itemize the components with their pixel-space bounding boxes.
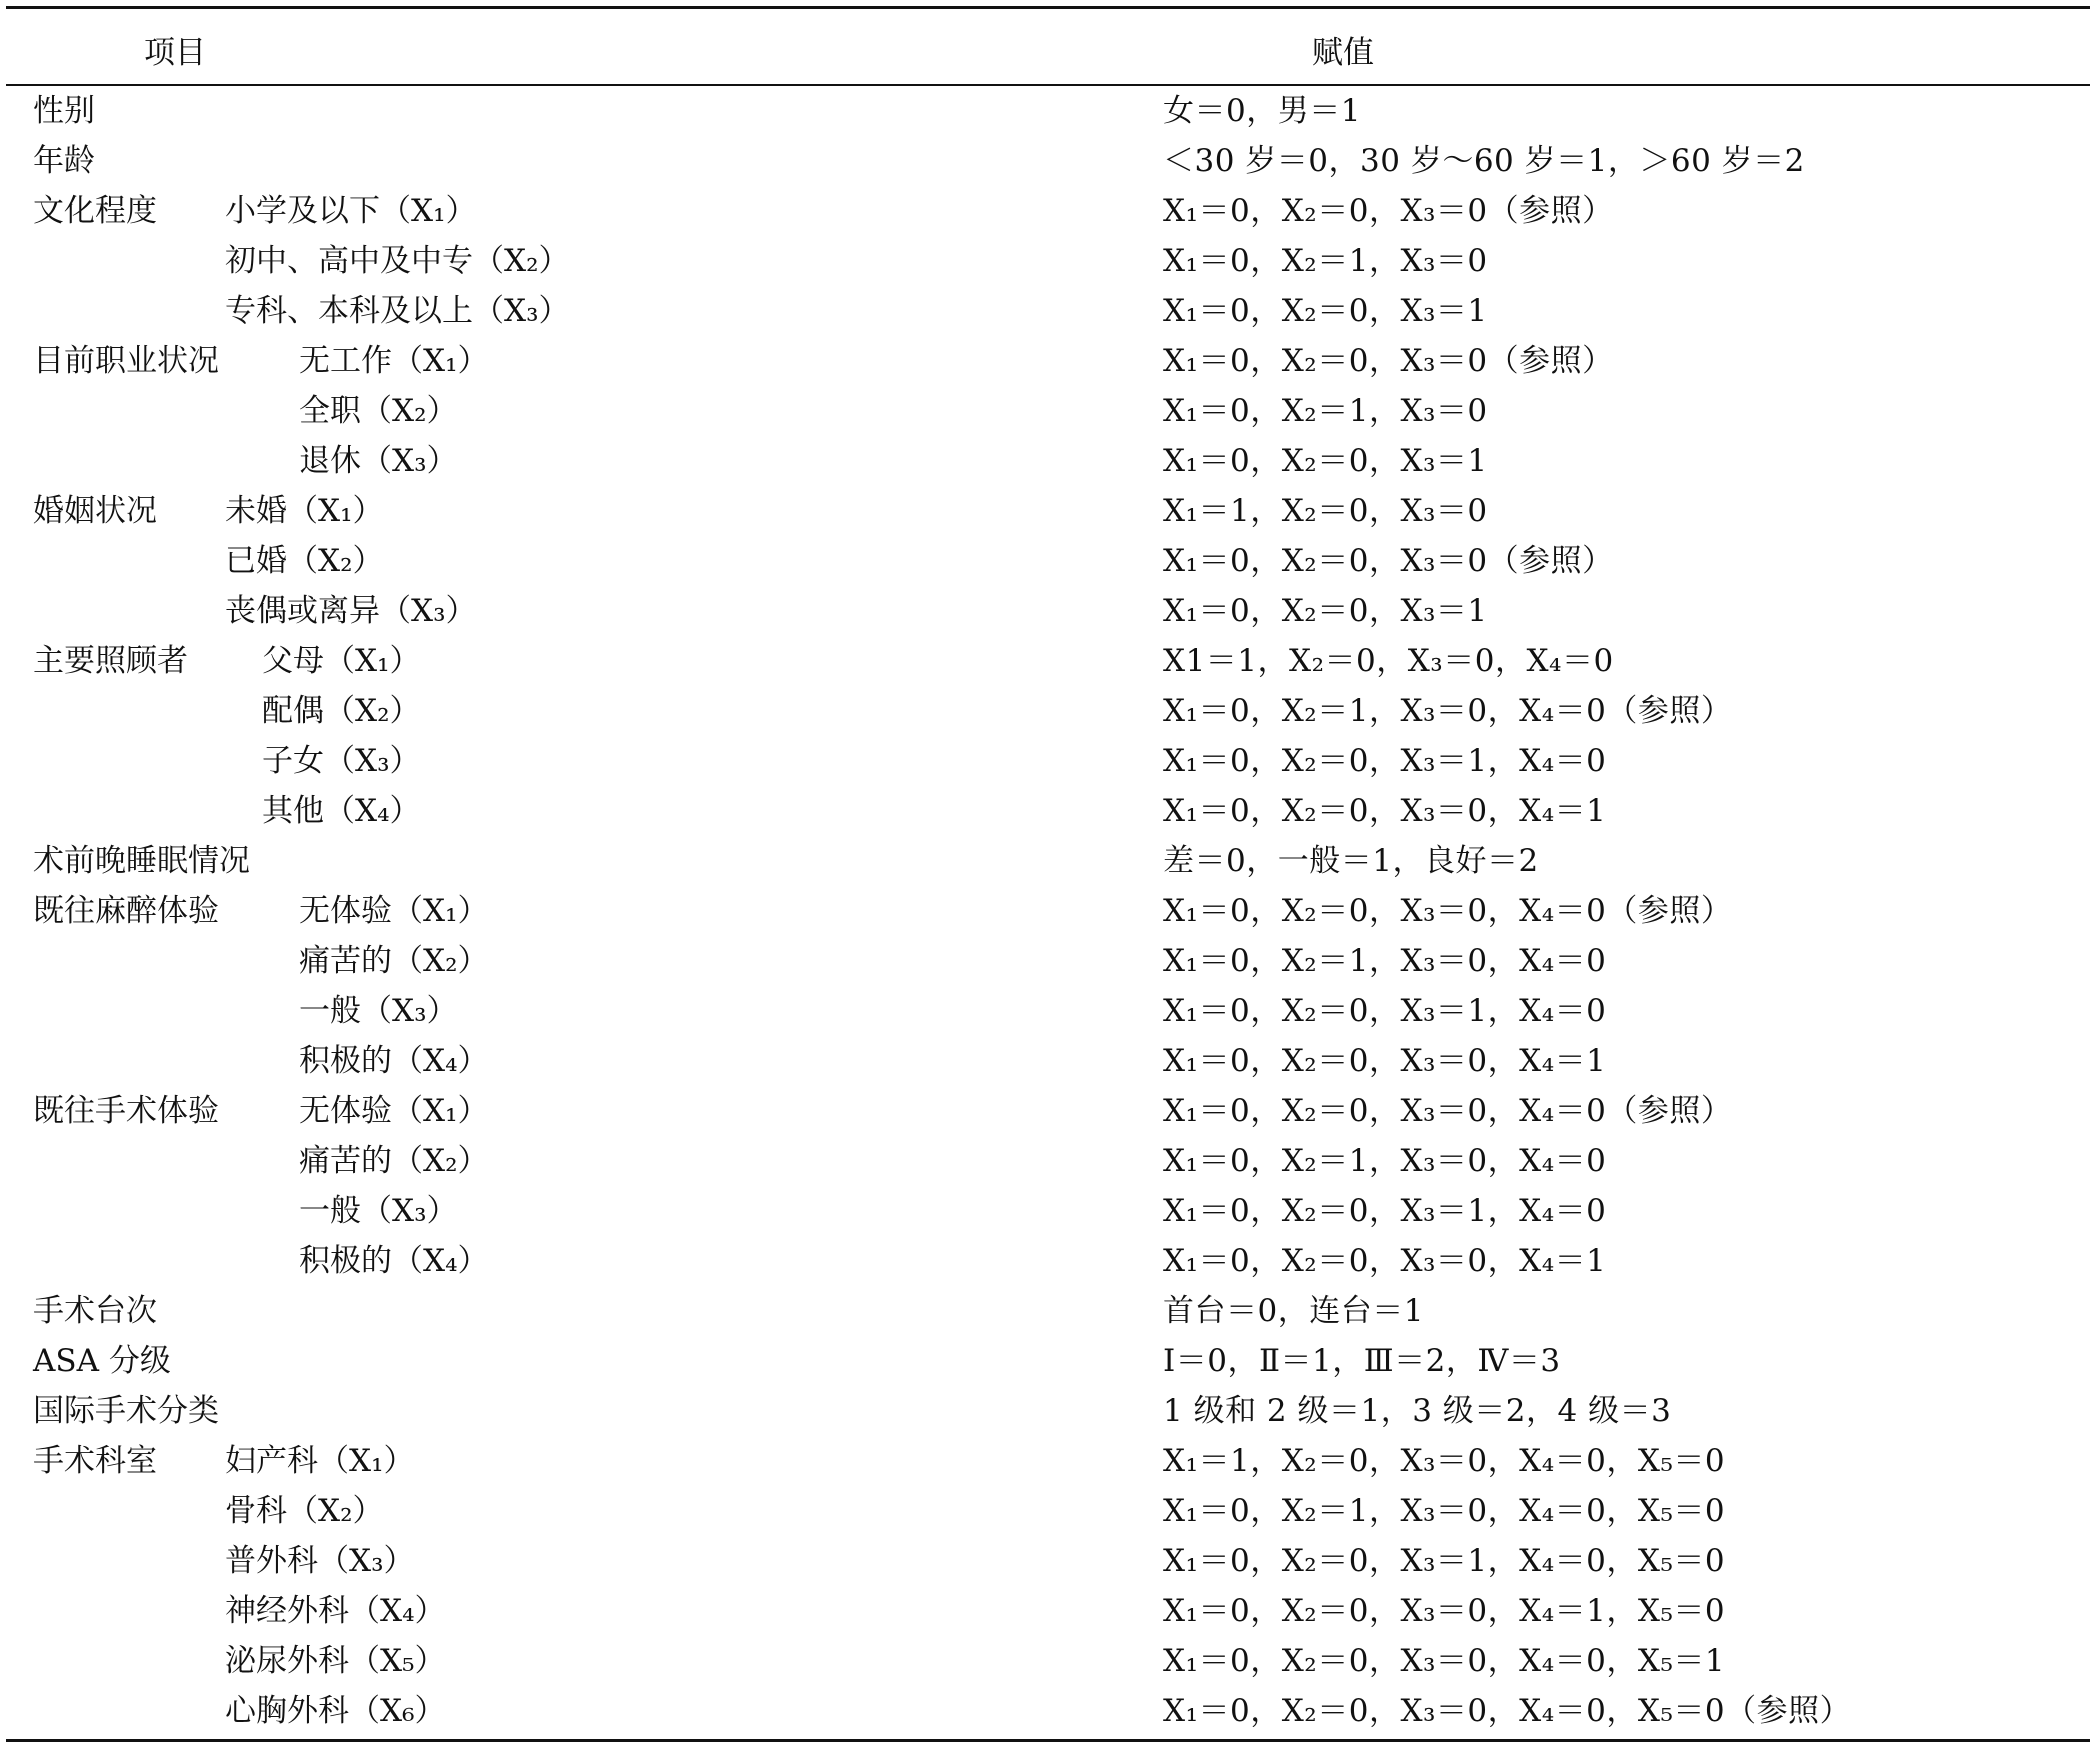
table-row <box>6 586 2090 636</box>
row-value: X₁＝0，X₂＝1，X₃＝0，X₄＝0（参照） <box>1163 693 1733 729</box>
table-body <box>6 86 2090 1739</box>
row-value: X₁＝0，X₂＝0，X₃＝0，X₄＝1 <box>1163 1043 1607 1079</box>
row-value: X₁＝0，X₂＝0，X₃＝0，X₄＝1 <box>1163 793 1607 829</box>
row-sub-label: 痛苦的（X₂） <box>299 1143 489 1179</box>
row-label: 主要照顾者 <box>33 643 188 679</box>
row-sub-label: 全职（X₂） <box>299 393 458 429</box>
table-row <box>6 836 2090 886</box>
table-row <box>6 736 2090 786</box>
table-row <box>6 1586 2090 1636</box>
row-sub-label: 一般（X₃） <box>299 993 458 1029</box>
row-label: 婚姻状况 <box>33 493 157 529</box>
row-value: 1 级和 2 级＝1，3 级＝2，4 级＝3 <box>1163 1393 1672 1429</box>
row-label: 既往手术体验 <box>33 1093 219 1129</box>
row-sub-label: 小学及以下（X₁） <box>225 193 477 229</box>
row-label: 手术科室 <box>33 1443 157 1479</box>
table-bottom-rule <box>6 1739 2090 1742</box>
row-sub-label: 父母（X₁） <box>262 643 421 679</box>
row-value: X₁＝0，X₂＝0，X₃＝1 <box>1163 443 1488 479</box>
row-sub-label: 积极的（X₄） <box>299 1243 489 1279</box>
row-sub-label: 无工作（X₁） <box>299 343 489 379</box>
row-label: 性别 <box>33 93 95 129</box>
row-value: X₁＝0，X₂＝0，X₃＝1 <box>1163 593 1488 629</box>
row-sub-label: 其他（X₄） <box>262 793 421 829</box>
header-value: 赋值 <box>1312 35 1374 71</box>
table-row <box>6 286 2090 336</box>
row-value: X₁＝1，X₂＝0，X₃＝0 <box>1163 493 1488 529</box>
row-label: 国际手术分类 <box>33 1393 219 1429</box>
row-value: X1＝1，X₂＝0，X₃＝0，X₄＝0 <box>1163 643 1614 679</box>
row-sub-label: 痛苦的（X₂） <box>299 943 489 979</box>
row-value: X₁＝0，X₂＝0，X₃＝1 <box>1163 293 1488 329</box>
table-row <box>6 1036 2090 1086</box>
table-row <box>6 1086 2090 1136</box>
row-value: X₁＝0，X₂＝0，X₃＝0（参照） <box>1163 193 1614 229</box>
table-header <box>6 9 2090 84</box>
row-value: X₁＝0，X₂＝0，X₃＝1，X₄＝0，X₅＝0 <box>1163 1543 1726 1579</box>
row-label: 年龄 <box>33 143 95 179</box>
table-row <box>6 1236 2090 1286</box>
row-sub-label: 普外科（X₃） <box>225 1543 415 1579</box>
row-label: 文化程度 <box>33 193 157 229</box>
row-value: ＜30 岁＝0，30 岁～60 岁＝1，＞60 岁＝2 <box>1163 143 1805 179</box>
row-sub-label: 退休（X₃） <box>299 443 458 479</box>
row-value: X₁＝0，X₂＝1，X₃＝0 <box>1163 393 1488 429</box>
row-sub-label: 未婚（X₁） <box>225 493 384 529</box>
row-value: Ⅰ＝0，Ⅱ＝1，Ⅲ＝2，Ⅳ＝3 <box>1163 1343 1561 1379</box>
row-value: X₁＝0，X₂＝0，X₃＝1，X₄＝0 <box>1163 743 1607 779</box>
row-label: 目前职业状况 <box>33 343 219 379</box>
table-row <box>6 636 2090 686</box>
table-row <box>6 186 2090 236</box>
table-row <box>6 1636 2090 1686</box>
table-row <box>6 1486 2090 1536</box>
row-sub-label: 无体验（X₁） <box>299 893 489 929</box>
row-sub-label: 配偶（X₂） <box>262 693 421 729</box>
table-row <box>6 886 2090 936</box>
row-value: X₁＝0，X₂＝0，X₃＝0，X₄＝0（参照） <box>1163 1093 1733 1129</box>
row-value: X₁＝0，X₂＝1，X₃＝0，X₄＝0，X₅＝0 <box>1163 1493 1726 1529</box>
table-row <box>6 1686 2090 1736</box>
table-row <box>6 1186 2090 1236</box>
row-sub-label: 骨科（X₂） <box>225 1493 384 1529</box>
row-sub-label: 妇产科（X₁） <box>225 1443 415 1479</box>
table-row <box>6 1286 2090 1336</box>
table-row <box>6 336 2090 386</box>
table-row <box>6 986 2090 1036</box>
row-value: X₁＝0，X₂＝0，X₃＝0，X₄＝0（参照） <box>1163 893 1733 929</box>
row-value: X₁＝0，X₂＝0，X₃＝0，X₄＝0，X₅＝0（参照） <box>1163 1693 1852 1729</box>
row-sub-label: 心胸外科（X₆） <box>225 1693 446 1729</box>
row-value: X₁＝0，X₂＝1，X₃＝0 <box>1163 243 1488 279</box>
table-row <box>6 1136 2090 1186</box>
row-value: X₁＝0，X₂＝0，X₃＝0，X₄＝1 <box>1163 1243 1607 1279</box>
row-value: X₁＝0，X₂＝0，X₃＝1，X₄＝0 <box>1163 993 1607 1029</box>
table-row <box>6 136 2090 186</box>
row-sub-label: 神经外科（X₄） <box>225 1593 446 1629</box>
header-item: 项目 <box>144 35 206 71</box>
row-value: X₁＝1，X₂＝0，X₃＝0，X₄＝0，X₅＝0 <box>1163 1443 1726 1479</box>
row-value: 首台＝0，连台＝1 <box>1163 1293 1424 1329</box>
row-label: ASA 分级 <box>33 1343 171 1379</box>
row-value: X₁＝0，X₂＝0，X₃＝0，X₄＝1，X₅＝0 <box>1163 1593 1726 1629</box>
table-row <box>6 1336 2090 1386</box>
row-value: 差＝0，一般＝1，良好＝2 <box>1163 843 1539 879</box>
table-row <box>6 486 2090 536</box>
row-sub-label: 一般（X₃） <box>299 1193 458 1229</box>
row-sub-label: 无体验（X₁） <box>299 1093 489 1129</box>
table-row <box>6 686 2090 736</box>
row-label: 术前晚睡眠情况 <box>33 843 250 879</box>
table-row <box>6 436 2090 486</box>
row-sub-label: 已婚（X₂） <box>225 543 384 579</box>
table-row <box>6 86 2090 136</box>
table-row <box>6 1386 2090 1436</box>
row-sub-label: 初中、高中及中专（X₂） <box>225 243 570 279</box>
table-row <box>6 1436 2090 1486</box>
row-value: X₁＝0，X₂＝0，X₃＝1，X₄＝0 <box>1163 1193 1607 1229</box>
row-label: 既往麻醉体验 <box>33 893 219 929</box>
row-value: X₁＝0，X₂＝1，X₃＝0，X₄＝0 <box>1163 943 1607 979</box>
row-sub-label: 丧偶或离异（X₃） <box>225 593 477 629</box>
row-sub-label: 专科、本科及以上（X₃） <box>225 293 570 329</box>
table-row <box>6 386 2090 436</box>
row-value: 女＝0，男＝1 <box>1163 93 1361 129</box>
table-row <box>6 1536 2090 1586</box>
row-sub-label: 子女（X₃） <box>262 743 421 779</box>
table-row <box>6 786 2090 836</box>
row-sub-label: 泌尿外科（X₅） <box>225 1643 446 1679</box>
row-label: 手术台次 <box>33 1293 157 1329</box>
row-sub-label: 积极的（X₄） <box>299 1043 489 1079</box>
row-value: X₁＝0，X₂＝0，X₃＝0，X₄＝0，X₅＝1 <box>1163 1643 1726 1679</box>
assignment-table <box>6 6 2090 1742</box>
table-row <box>6 536 2090 586</box>
row-value: X₁＝0，X₂＝0，X₃＝0（参照） <box>1163 343 1614 379</box>
row-value: X₁＝0，X₂＝0，X₃＝0（参照） <box>1163 543 1614 579</box>
row-value: X₁＝0，X₂＝1，X₃＝0，X₄＝0 <box>1163 1143 1607 1179</box>
table-row <box>6 236 2090 286</box>
table-row <box>6 936 2090 986</box>
